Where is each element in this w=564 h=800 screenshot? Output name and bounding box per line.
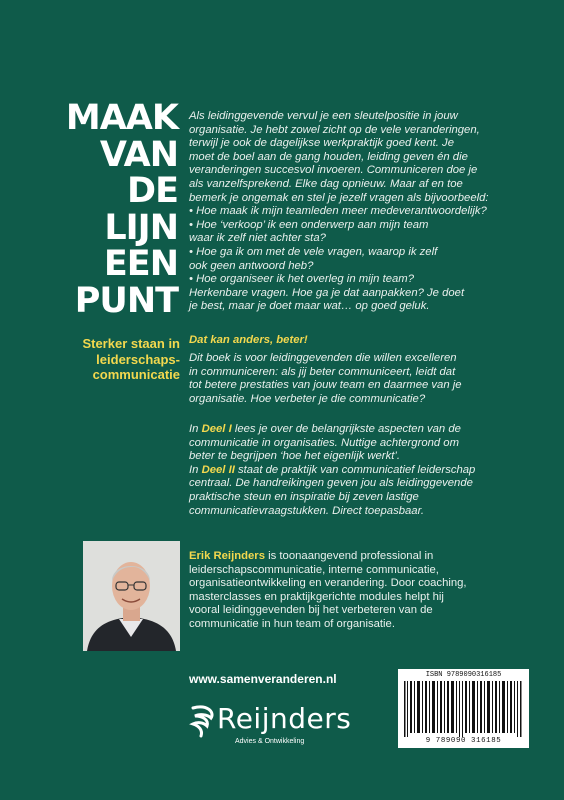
paragraph-line: [189, 423, 529, 437]
title-line: MAAK: [65, 98, 178, 138]
title-line: DE: [127, 171, 178, 211]
audience-paragraph: [189, 352, 529, 406]
paragraph-line: organisatie. Hoe verbeter je die communicatie?: [189, 392, 426, 405]
paragraph-line: tot betere prestaties van jouw team en daarmee van je: [189, 379, 462, 392]
contents-paragraph: [189, 423, 529, 518]
isbn-barcode: [398, 669, 529, 748]
bio-line: leiderschapscommunicatie, interne communicatie,: [189, 563, 439, 576]
intro-line: terwijl je ook de dagelijkse werkpraktijk goed kent. Je: [189, 137, 454, 150]
bio-line: vooral leidinggevenden bij het verbeteren van de: [189, 604, 433, 617]
isbn-label: ISBN 9789090316185: [425, 671, 502, 679]
bio-line: [189, 550, 529, 564]
text-run: is toonaangevend professional in: [264, 550, 434, 562]
subtitle-line: communicatie: [92, 367, 180, 382]
paragraph-line: communicatievraagstukken. Direct toepasbaar.: [189, 504, 425, 517]
author-bio: [189, 550, 529, 632]
intro-line: • Hoe organiseer ik het overleg in mijn team?: [189, 273, 414, 286]
intro-line: • Hoe ‘verkoop’ ik een onderwerp aan mijn team: [189, 218, 429, 231]
title-line: PUNT: [74, 280, 178, 321]
publisher-logo: [189, 700, 359, 750]
intro-line: als vanzelfsprekend. Elke dag opnieuw. Maar af en toe: [189, 177, 463, 190]
intro-line: bemerk je ongemak en stel je jezelf vragen als bijvoorbeeld:: [189, 191, 489, 204]
author-portrait-icon: [83, 541, 180, 651]
intro-line: waar ik zelf niet achter sta?: [189, 232, 326, 245]
subtitle-line: leiderschaps-: [96, 351, 180, 367]
author-photo: [83, 541, 180, 651]
intro-paragraph: [189, 110, 529, 314]
book-title: [40, 100, 178, 319]
text-run: lees je over de belangrijkste aspecten van de: [231, 423, 461, 435]
intro-line: je best, maar je doet maar wat… op goed geluk.: [189, 300, 430, 313]
text-run: In: [189, 423, 202, 435]
paragraph-line: in communiceren: als jij beter communiceert, leidt dat: [189, 365, 456, 378]
feather-icon: [189, 702, 219, 742]
intro-line: • Hoe maak ik mijn teamleden meer medeverantwoordelijk?: [189, 205, 487, 218]
logo-wordmark: Reijnders: [217, 702, 352, 735]
bio-line: masterclasses en praktijkgerichte modules helpt hij: [189, 590, 444, 603]
title-line: VAN: [99, 134, 178, 175]
intro-line: ook geen antwoord heb?: [189, 259, 314, 272]
paragraph-line: Dit boek is voor leidinggevenden die willen excelleren: [189, 352, 457, 364]
title-line: LIJN: [104, 207, 178, 248]
logo-tagline: Advies & Ontwikkeling: [235, 738, 305, 745]
website-link[interactable]: www.samenveranderen.nl: [189, 672, 337, 686]
bio-line: communicatie in hun team of organisatie.: [189, 617, 395, 630]
barcode-icon: [404, 681, 523, 737]
part-two-label: Deel II: [201, 463, 235, 476]
bio-line: organisatieontwikkeling en verandering. Door coaching,: [189, 577, 467, 590]
intro-line: Herkenbare vragen. Hoe ga je dat aanpakken? Je doet: [189, 286, 465, 299]
paragraph-line: [189, 464, 529, 478]
barcode-digits: 9 789090 316185: [425, 737, 502, 745]
paragraph-line: praktische steun en inspiratie bij zeven lastige: [189, 490, 419, 503]
book-subtitle: [40, 336, 180, 383]
text-run: staat de praktijk van communicatief leiderschap: [234, 463, 476, 476]
intro-line: organisatie. Je hebt zowel zicht op de vele veranderingen,: [189, 123, 480, 136]
intro-line: • Hoe ga ik om met de vele vragen, waarop ik zelf: [189, 245, 438, 258]
title-line: EEN: [103, 244, 178, 284]
text-run: In: [189, 463, 202, 476]
slogan: Dat kan anders, beter!: [189, 334, 308, 346]
intro-line: veranderingen succesvol invoeren. Communiceren doe je: [189, 164, 478, 177]
intro-line: moet de boel aan de gang houden, leiding geven én die: [189, 150, 468, 163]
paragraph-line: beter te begrijpen ‘hoe het eigenlijk werkt’.: [189, 450, 401, 463]
part-one-label: Deel I: [201, 423, 232, 435]
intro-line: Als leidinggevende vervul je een sleutelpositie in jouw: [189, 110, 458, 122]
paragraph-line: communicatie in organisaties. Nuttige achtergrond om: [189, 436, 460, 449]
subtitle-line: Sterker staan in: [82, 336, 180, 351]
author-name: Erik Reijnders: [189, 550, 265, 562]
paragraph-line: centraal. De handreikingen geven jou als leidinggevende: [189, 477, 473, 490]
